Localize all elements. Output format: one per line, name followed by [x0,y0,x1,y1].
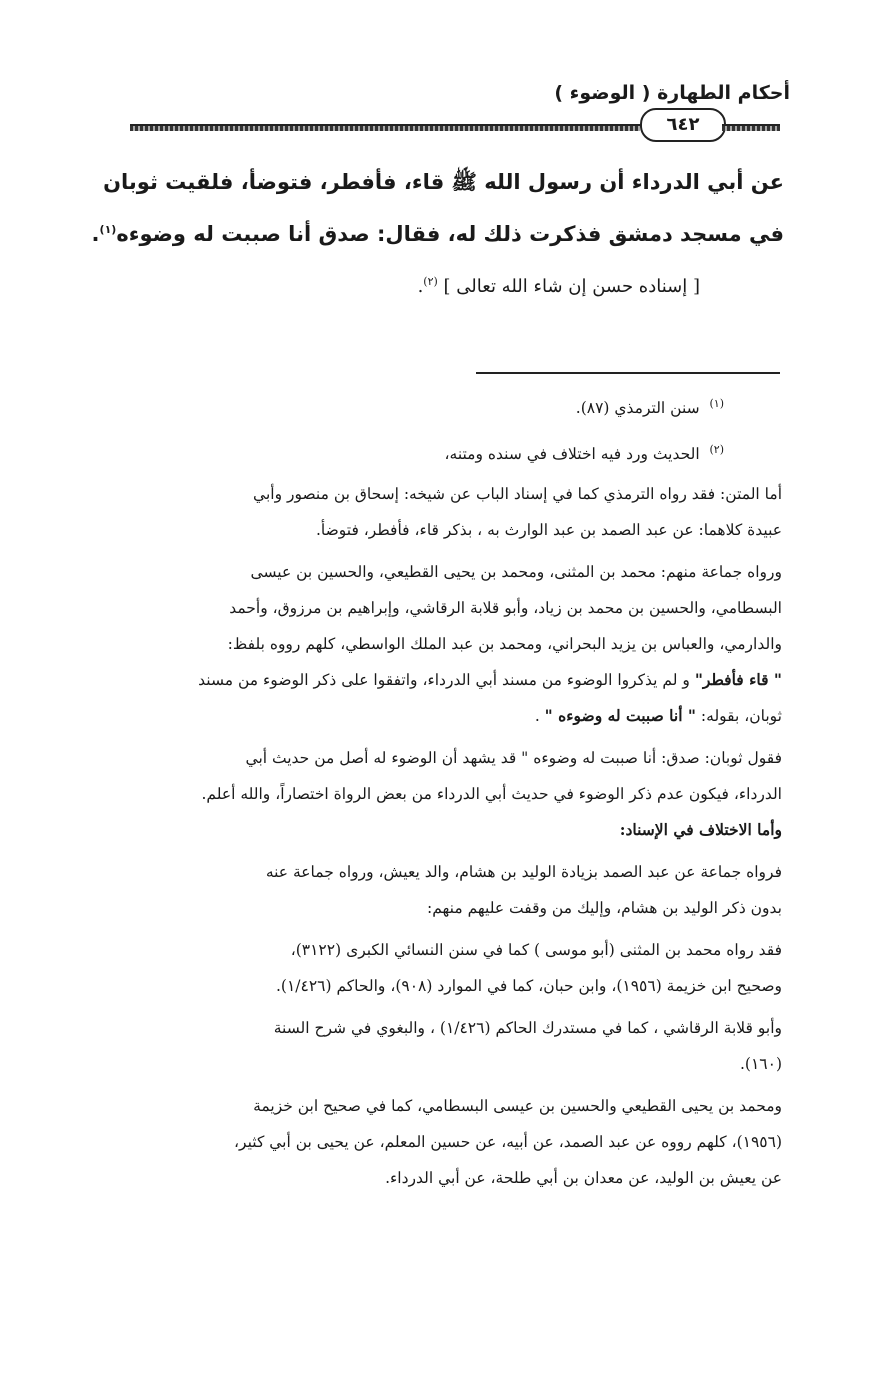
footnote-separator [476,372,780,374]
footnote-2-marker: (٢) [709,442,724,456]
quoted-wording-bold: " أنا صببت له وضوءه " [544,706,696,725]
paragraph-ibn-muthanna [72,932,782,1004]
paragraph-abu-qilaba [72,1010,782,1082]
header-rule-right [722,124,780,131]
isnad-grade [60,272,700,302]
paragraph-line: فرواه جماعة عن عبد الصمد بزيادة الوليد بن هشام، والد يعيش، ورواه جماعة عنه [265,863,782,881]
paragraph-line: فقول ثوبان: صدق: أنا صببت له وضوءه " قد يشهد أن الوضوء له أصل من حديث أبي [245,749,782,767]
header-rule-left [130,124,640,131]
paragraph-line-pre: ثوبان، بقوله: [695,707,782,725]
hadith-line-1: عن أبي الدرداء أن رسول الله ﷺ قاء، فأفطر، فتوضأ، فلقيت ثوبان [103,170,784,194]
paragraph-line: وصحيح ابن خزيمة (١٩٥٦)، وابن حبان، كما في الموارد (٩٠٨)، والحاكم (١/٤٢٦). [275,977,782,995]
paragraph-thawban [72,740,782,812]
paragraph-line-rest: و لم يذكروا الوضوء من مسند أبي الدرداء، واتفقوا على ذكر الوضوء من مسند [198,671,695,689]
footnote-2-text: الحديث ورد فيه اختلاف في سنده ومتنه، [444,445,700,463]
footnote-1 [72,392,782,424]
page-number-badge: ٦٤٢ [640,108,726,142]
paragraph-line [72,698,782,734]
running-header-title: أحكام الطهارة ( الوضوء ) [554,82,790,104]
paragraph-line: الدرداء، فيكون عدم ذكر الوضوء في حديث أبي الدرداء من بعض الرواة اختصاراً، والله أعلم. [201,785,782,803]
paragraph-line [72,662,782,698]
footnote-ref-1: (١) [99,223,117,236]
paragraph-line: ومحمد بن يحيى القطيعي والحسين بن عيسى البسطامي، كما في صحيح ابن خزيمة [253,1097,782,1115]
paragraph-line: والدارمي، والعباس بن يزيد البحراني، ومحمد بن عبد الملك الواسطي، كلهم رووه بلفظ: [227,635,782,653]
paragraph-line: وأبو قلابة الرقاشي ، كما في مستدرك الحاكم (١/٤٢٦) ، والبغوي في شرح السنة [273,1019,782,1037]
paragraph-line: عبيدة كلاهما: عن عبد الصمد بن عبد الوارث به ، بذكر قاء، فأفطر، فتوضأ. [315,521,782,539]
footnote-1-marker: (١) [709,396,724,410]
hadith-line-2-text: في مسجد دمشق فذكرت ذلك له، فقال: صدق أنا صببت له وضوءه [116,222,784,246]
paragraph-line: فقد رواه محمد بن المثنى (أبو موسى ) كما في سنن النسائي الكبرى (٣١٢٢)، [290,941,782,959]
footnote-1-text: سنن الترمذي (٨٧). [575,399,700,417]
section-subheading: وأما الاختلاف في الإسناد: [619,820,782,839]
paragraph-line: عن يعيش بن الوليد، عن معدان بن أبي طلحة، عن أبي الدرداء. [385,1169,782,1187]
paragraph-line: (١٦٠). [739,1055,782,1073]
paragraph-line: (١٩٥٦)، كلهم رووه عن عبد الصمد، عن أبيه، عن حسين المعلم، عن يحيى بن أبي كثير، [234,1133,782,1151]
footnotes-section [72,392,782,1196]
hadith-line-2 [60,208,784,260]
isnad-grade-text: [ إسناده حسن إن شاء الله تعالى ] [443,276,700,297]
footnote-2 [72,438,782,470]
paragraph-narrators [72,554,782,734]
footnote-ref-2: (٢) [423,275,438,288]
paragraph-line: أما المتن: فقد رواه الترمذي كما في إسناد الباب عن شيخه: إسحاق بن منصور وأبي [253,485,782,503]
paragraph-matn [72,476,782,548]
paragraph-line: بدون ذكر الوليد بن هشام، وإليك من وقفت عليهم منهم: [427,899,782,917]
paragraph-qutayi [72,1088,782,1196]
isnad-grade-end: . [417,276,424,297]
hadith-line-2-end: . [91,222,100,246]
paragraph-line: البسطامي، والحسين بن محمد بن زياد، وأبو قلابة الرقاشي، وإبراهيم بن مرزوق، وأحمد [229,599,782,617]
hadith-text [60,156,784,260]
paragraph-line: ورواه جماعة منهم: محمد بن المثنى، ومحمد بن يحيى القطيعي، والحسين بن عيسى [250,563,782,581]
quoted-wording-bold: " قاء فأفطر" [694,670,782,689]
paragraph-line-end: . [534,707,545,725]
paragraph-isnad-variation [72,854,782,926]
